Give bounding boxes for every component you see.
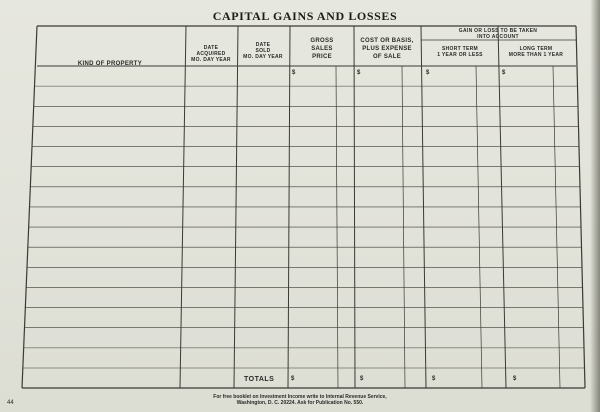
header-gross-sales-price: GROSS SALES PRICE — [310, 38, 334, 60]
header-cost-or-basis: COST OR BASIS, PLUS EXPENSE OF SALE — [360, 38, 414, 60]
page-title: CAPITAL GAINS AND LOSSES — [212, 9, 398, 23]
dollar-sign-gross: $ — [292, 70, 296, 76]
header-date-acquired: DATE ACQUIRED MO. DAY YEAR — [191, 45, 231, 63]
header-gain-or-loss: GAIN OR LOSS TO BE TAKEN INTO ACCOUNT — [458, 28, 538, 40]
header-kind-of-property: KIND OF PROPERTY — [77, 61, 143, 67]
header-date-sold: DATE SOLD MO. DAY YEAR — [243, 42, 283, 60]
dollar-sign-long-term: $ — [502, 70, 506, 76]
totals-dollar-long-term: $ — [513, 376, 517, 382]
page-number: 44 — [7, 400, 14, 406]
dollar-sign-short-term: $ — [426, 70, 430, 76]
header-long-term: LONG TERM MORE THAN 1 YEAR — [508, 46, 564, 58]
totals-label: TOTALS — [244, 376, 275, 383]
header-short-term: SHORT TERM 1 YEAR OR LESS — [437, 46, 483, 58]
totals-dollar-short-term: $ — [432, 376, 436, 382]
totals-dollar-cost: $ — [360, 376, 364, 382]
totals-dollar-gross: $ — [291, 376, 295, 382]
footer-note: For free booklet on Investment Income write to Internal Revenue Service, Washington, D. C. 20224. Ask for Publication No. 550. — [213, 394, 387, 406]
dollar-sign-cost: $ — [357, 70, 361, 76]
